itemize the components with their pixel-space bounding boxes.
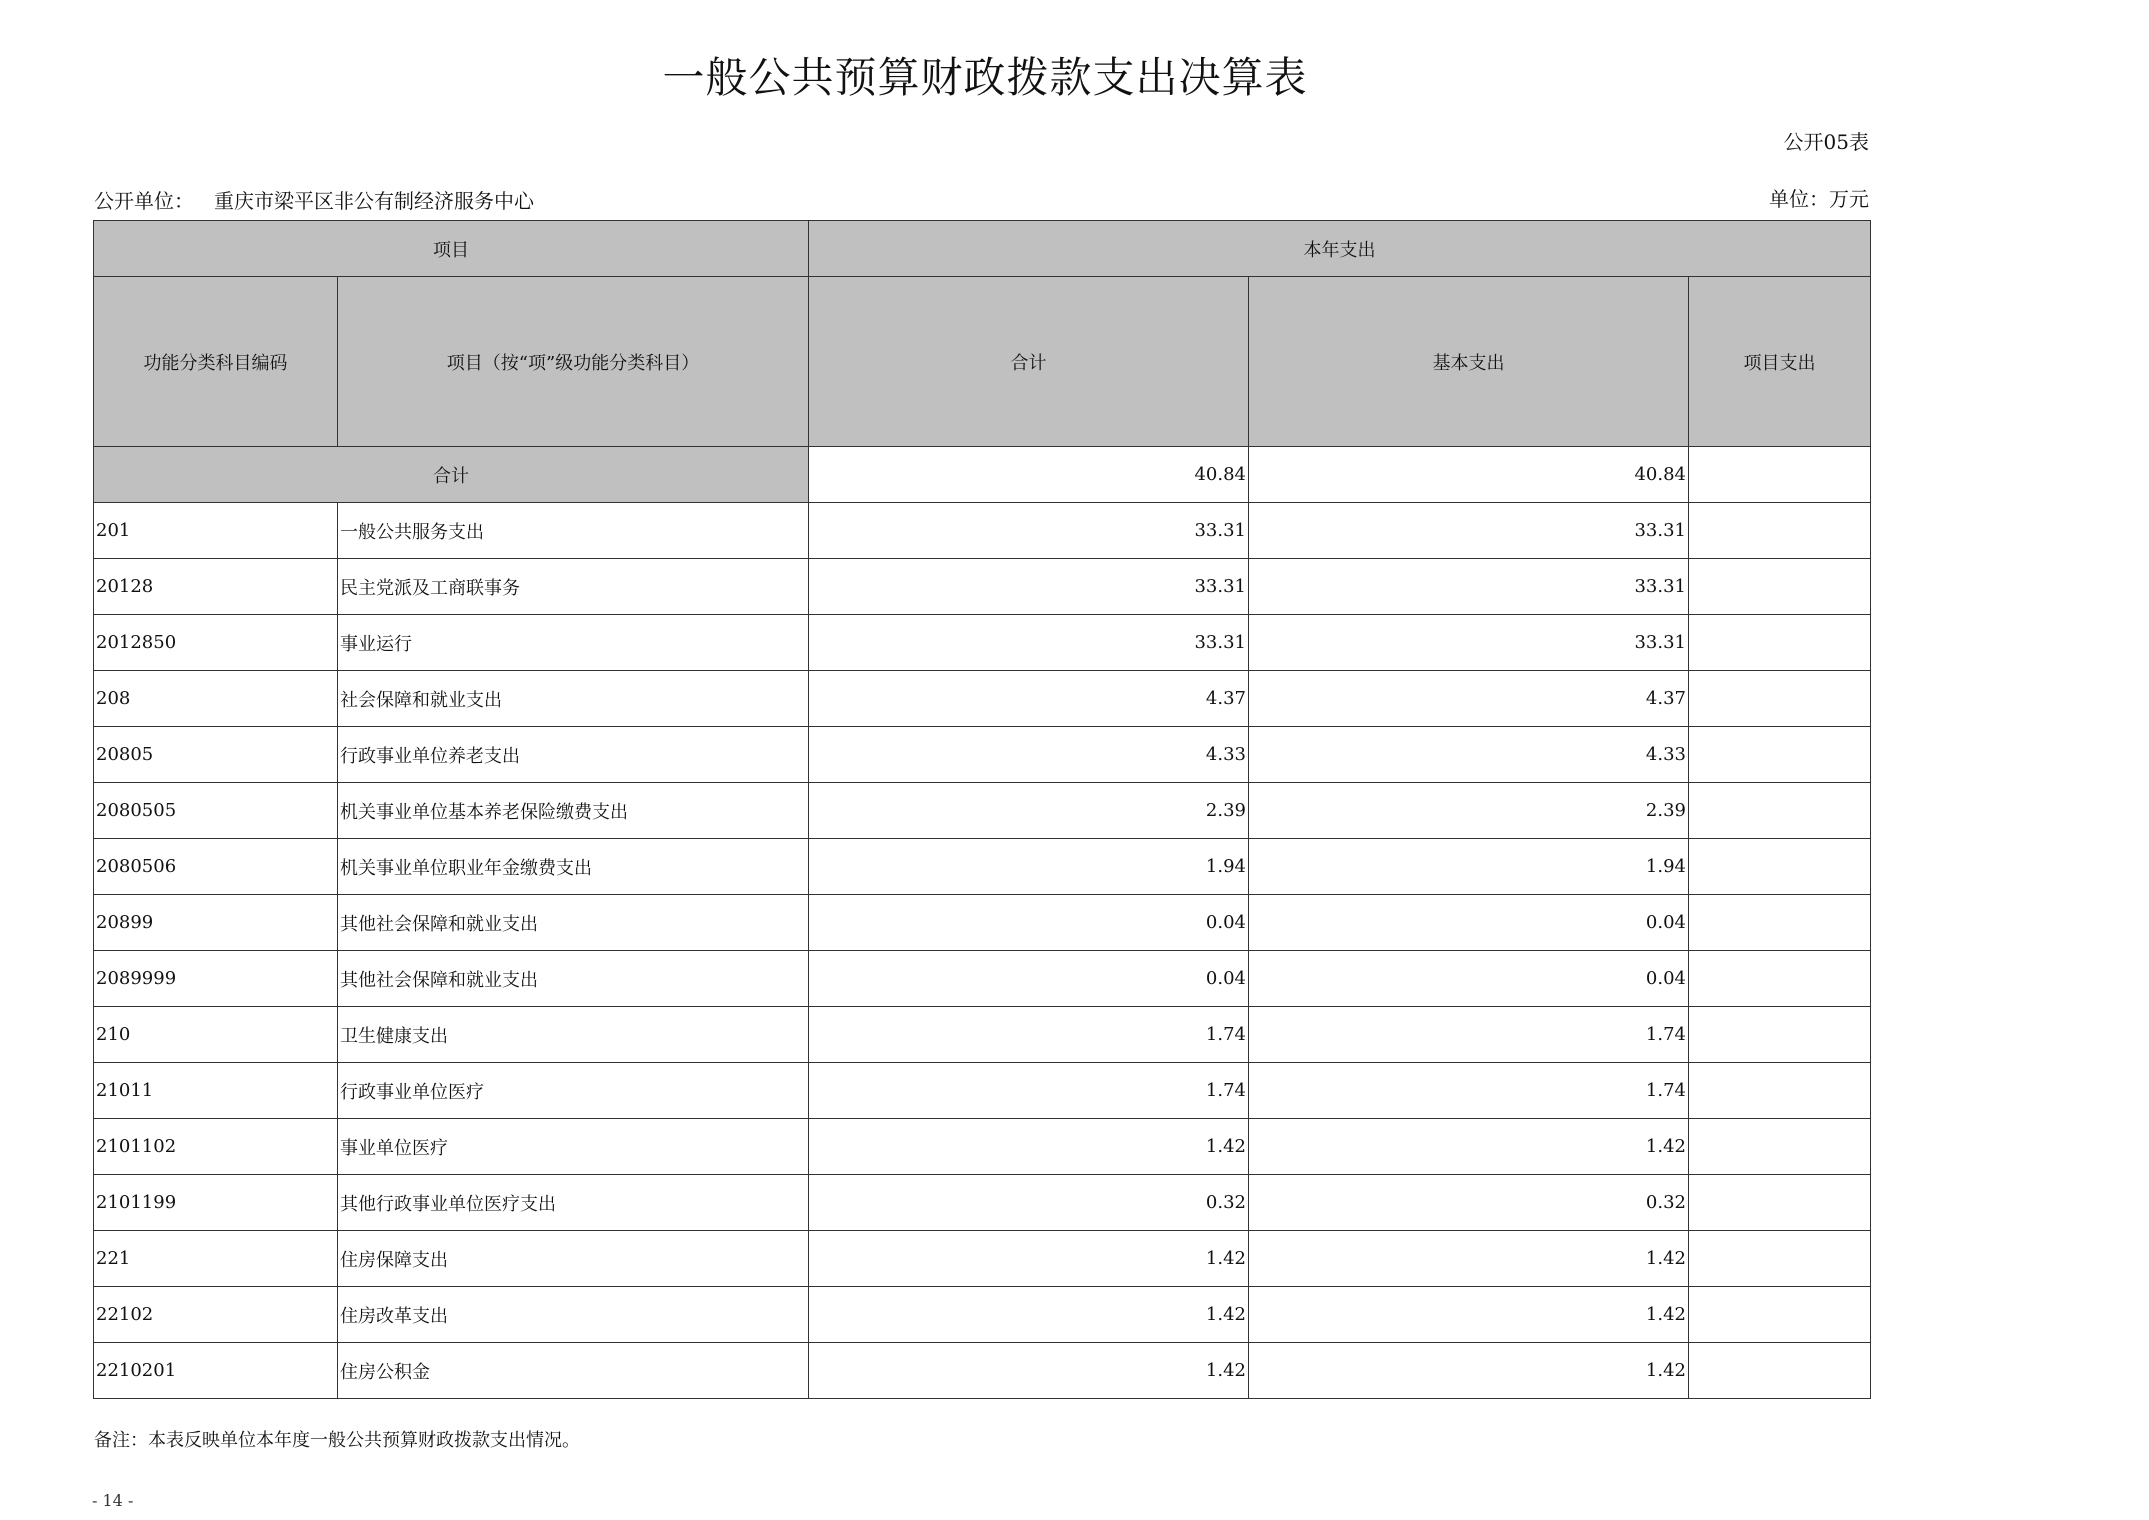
row-total: 4.37 xyxy=(809,671,1249,727)
row-total: 1.42 xyxy=(809,1343,1249,1399)
header-total: 合计 xyxy=(809,277,1249,447)
row-total: 2.39 xyxy=(809,783,1249,839)
row-item-name: 其他社会保障和就业支出 xyxy=(338,895,809,951)
row-basic: 1.42 xyxy=(1249,1343,1689,1399)
row-project xyxy=(1689,727,1871,783)
row-basic: 1.74 xyxy=(1249,1063,1689,1119)
row-code: 2012850 xyxy=(94,615,338,671)
row-code: 208 xyxy=(94,671,338,727)
row-code: 2080505 xyxy=(94,783,338,839)
row-basic: 1.42 xyxy=(1249,1287,1689,1343)
table-row xyxy=(94,727,1871,783)
row-basic: 1.42 xyxy=(1249,1119,1689,1175)
row-code: 21011 xyxy=(94,1063,338,1119)
header-current-year: 本年支出 xyxy=(809,221,1871,277)
header-row-1 xyxy=(94,221,1871,277)
row-code: 2080506 xyxy=(94,839,338,895)
header-item-name: 项目（按“项”级功能分类科目） xyxy=(338,277,809,447)
total-row xyxy=(94,447,1871,503)
row-item-name: 社会保障和就业支出 xyxy=(338,671,809,727)
table-row xyxy=(94,1119,1871,1175)
row-total: 33.31 xyxy=(809,615,1249,671)
row-code: 221 xyxy=(94,1231,338,1287)
table-note: 备注：本表反映单位本年度一般公共预算财政拨款支出情况。 xyxy=(94,1430,580,1451)
row-code: 20899 xyxy=(94,895,338,951)
table-row xyxy=(94,1231,1871,1287)
row-basic: 0.32 xyxy=(1249,1175,1689,1231)
row-code: 20128 xyxy=(94,559,338,615)
table-row xyxy=(94,559,1871,615)
page-number: - 14 - xyxy=(92,1491,134,1510)
row-basic: 1.42 xyxy=(1249,1231,1689,1287)
row-item-name: 卫生健康支出 xyxy=(338,1007,809,1063)
row-basic: 2.39 xyxy=(1249,783,1689,839)
row-item-name: 住房改革支出 xyxy=(338,1287,809,1343)
row-code: 2101102 xyxy=(94,1119,338,1175)
row-basic: 0.04 xyxy=(1249,951,1689,1007)
row-project xyxy=(1689,1063,1871,1119)
form-code: 公开05表 xyxy=(1783,130,1869,154)
row-item-name: 住房保障支出 xyxy=(338,1231,809,1287)
row-basic: 4.33 xyxy=(1249,727,1689,783)
reporting-unit-label: 公开单位： xyxy=(94,189,194,213)
row-project xyxy=(1689,503,1871,559)
row-item-name: 事业运行 xyxy=(338,615,809,671)
row-item-name: 住房公积金 xyxy=(338,1343,809,1399)
page-title: 一般公共预算财政拨款支出决算表 xyxy=(662,53,1308,102)
row-total: 33.31 xyxy=(809,503,1249,559)
row-code: 2089999 xyxy=(94,951,338,1007)
table-row xyxy=(94,1287,1871,1343)
row-project xyxy=(1689,1007,1871,1063)
table-row xyxy=(94,895,1871,951)
reporting-unit xyxy=(94,187,534,215)
total-row-basic: 40.84 xyxy=(1249,447,1689,503)
table-row xyxy=(94,839,1871,895)
row-project xyxy=(1689,671,1871,727)
row-project xyxy=(1689,615,1871,671)
budget-table xyxy=(93,220,1871,1399)
table-row xyxy=(94,671,1871,727)
row-code: 20805 xyxy=(94,727,338,783)
row-basic: 4.37 xyxy=(1249,671,1689,727)
row-basic: 1.74 xyxy=(1249,1007,1689,1063)
row-item-name: 机关事业单位职业年金缴费支出 xyxy=(338,839,809,895)
total-row-label: 合计 xyxy=(94,447,809,503)
row-code: 2101199 xyxy=(94,1175,338,1231)
table-row xyxy=(94,783,1871,839)
row-total: 4.33 xyxy=(809,727,1249,783)
row-basic: 33.31 xyxy=(1249,503,1689,559)
row-total: 1.42 xyxy=(809,1119,1249,1175)
table-row xyxy=(94,1063,1871,1119)
row-total: 1.74 xyxy=(809,1007,1249,1063)
table-row xyxy=(94,615,1871,671)
row-code: 210 xyxy=(94,1007,338,1063)
row-total: 33.31 xyxy=(809,559,1249,615)
row-item-name: 民主党派及工商联事务 xyxy=(338,559,809,615)
row-project xyxy=(1689,559,1871,615)
row-total: 0.04 xyxy=(809,951,1249,1007)
reporting-unit-name: 重庆市梁平区非公有制经济服务中心 xyxy=(214,189,534,213)
row-project xyxy=(1689,1175,1871,1231)
table-row xyxy=(94,1007,1871,1063)
row-project xyxy=(1689,895,1871,951)
row-project xyxy=(1689,951,1871,1007)
table-row xyxy=(94,503,1871,559)
row-basic: 33.31 xyxy=(1249,559,1689,615)
row-project xyxy=(1689,1287,1871,1343)
header-project: 项目 xyxy=(94,221,809,277)
total-row-project xyxy=(1689,447,1871,503)
row-total: 0.32 xyxy=(809,1175,1249,1231)
row-item-name: 一般公共服务支出 xyxy=(338,503,809,559)
row-project xyxy=(1689,783,1871,839)
row-item-name: 行政事业单位养老支出 xyxy=(338,727,809,783)
table-row xyxy=(94,1343,1871,1399)
row-code: 2210201 xyxy=(94,1343,338,1399)
header-code: 功能分类科目编码 xyxy=(94,277,338,447)
row-total: 1.94 xyxy=(809,839,1249,895)
row-basic: 0.04 xyxy=(1249,895,1689,951)
row-project xyxy=(1689,1231,1871,1287)
row-basic: 33.31 xyxy=(1249,615,1689,671)
row-item-name: 其他行政事业单位医疗支出 xyxy=(338,1175,809,1231)
table-row xyxy=(94,951,1871,1007)
row-item-name: 其他社会保障和就业支出 xyxy=(338,951,809,1007)
money-unit: 单位：万元 xyxy=(1769,187,1869,211)
row-item-name: 行政事业单位医疗 xyxy=(338,1063,809,1119)
row-code: 22102 xyxy=(94,1287,338,1343)
row-total: 1.74 xyxy=(809,1063,1249,1119)
row-basic: 1.94 xyxy=(1249,839,1689,895)
table-row xyxy=(94,1175,1871,1231)
row-total: 1.42 xyxy=(809,1231,1249,1287)
total-row-total: 40.84 xyxy=(809,447,1249,503)
row-item-name: 机关事业单位基本养老保险缴费支出 xyxy=(338,783,809,839)
row-project xyxy=(1689,1119,1871,1175)
header-project-expense: 项目支出 xyxy=(1689,277,1871,447)
row-item-name: 事业单位医疗 xyxy=(338,1119,809,1175)
header-basic: 基本支出 xyxy=(1249,277,1689,447)
row-project xyxy=(1689,1343,1871,1399)
row-total: 1.42 xyxy=(809,1287,1249,1343)
header-row-2 xyxy=(94,277,1871,447)
row-total: 0.04 xyxy=(809,895,1249,951)
row-project xyxy=(1689,839,1871,895)
row-code: 201 xyxy=(94,503,338,559)
